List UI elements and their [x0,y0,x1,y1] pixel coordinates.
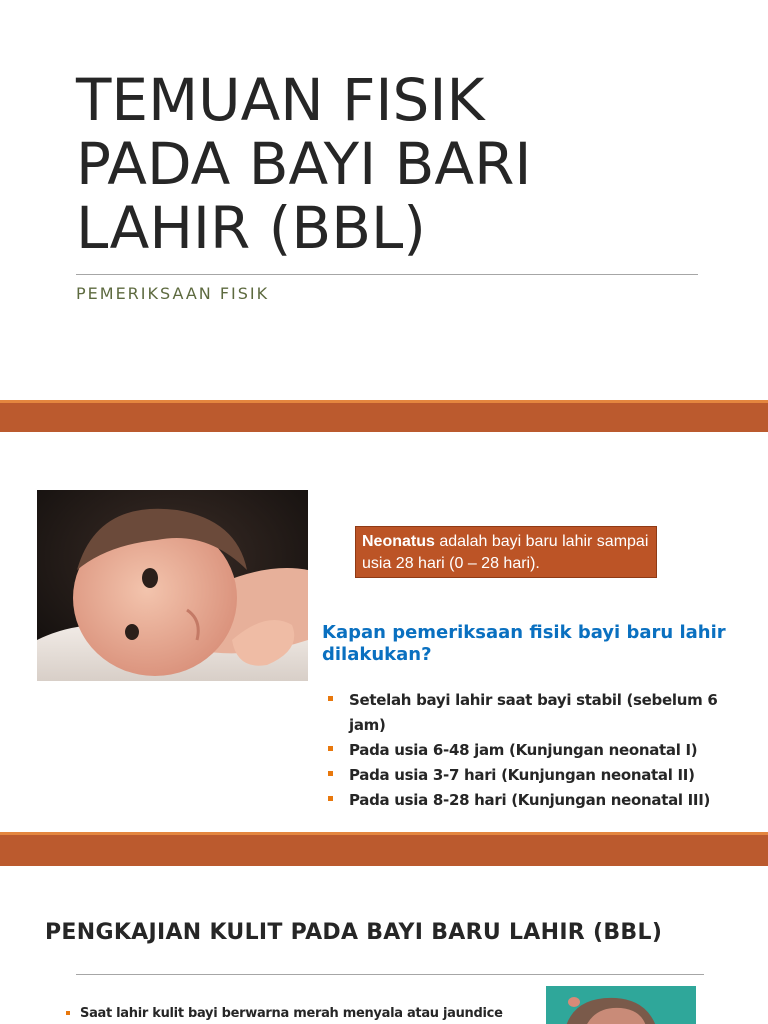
bullet-icon [328,746,333,751]
newborn-skin-photo [546,986,696,1024]
separator-highlight [0,832,768,835]
slide-separator [0,832,768,866]
slide-title: PENGKAJIAN KULIT PADA BAYI BARU LAHIR (BBL) [45,920,663,945]
separator-highlight [0,400,768,403]
list-item-text: Pada usia 3-7 hari (Kunjungan neonatal II) [349,766,695,784]
list-item-text: Pada usia 8-28 hari (Kunjungan neonatal III) [349,791,711,809]
list-item [326,688,756,738]
newborn-baby-photo [37,490,308,681]
list-item [326,763,756,788]
definition-term: Neonatus [362,533,435,550]
definition-text: adalah bayi baru lahir sampai usia 28 hari (0 – 28 hari). [362,533,649,572]
list-item-text: Setelah bayi lahir saat bayi stabil (sebelum 6 jam) [349,691,718,734]
list-item [326,788,756,813]
bullet-icon [66,1011,70,1015]
list-item [326,738,756,763]
slide-title: TEMUAN FISIK PADA BAYI BARI LAHIR (BBL) [76,66,532,262]
title-divider [76,274,698,275]
bullet-icon [328,796,333,801]
definition-box [355,526,657,578]
title-slide [0,0,768,400]
title-divider [76,974,704,975]
list-item-text: Saat lahir kulit bayi berwarna merah menyala atau jaundice [80,1006,503,1021]
bullet-icon [328,696,333,701]
list-item-text: Pada usia 6-48 jam (Kunjungan neonatal I) [349,741,698,759]
question-heading: Kapan pemeriksaan fisik bayi baru lahir dilakukan? [322,622,726,665]
neonatus-slide [0,432,768,832]
list-item [66,1005,536,1023]
slide-subtitle: PEMERIKSAAN FISIK [76,284,270,303]
skin-list [66,1005,536,1023]
bullet-icon [328,771,333,776]
schedule-list [326,688,756,813]
slide-separator [0,400,768,432]
skin-assessment-slide [0,866,768,1024]
